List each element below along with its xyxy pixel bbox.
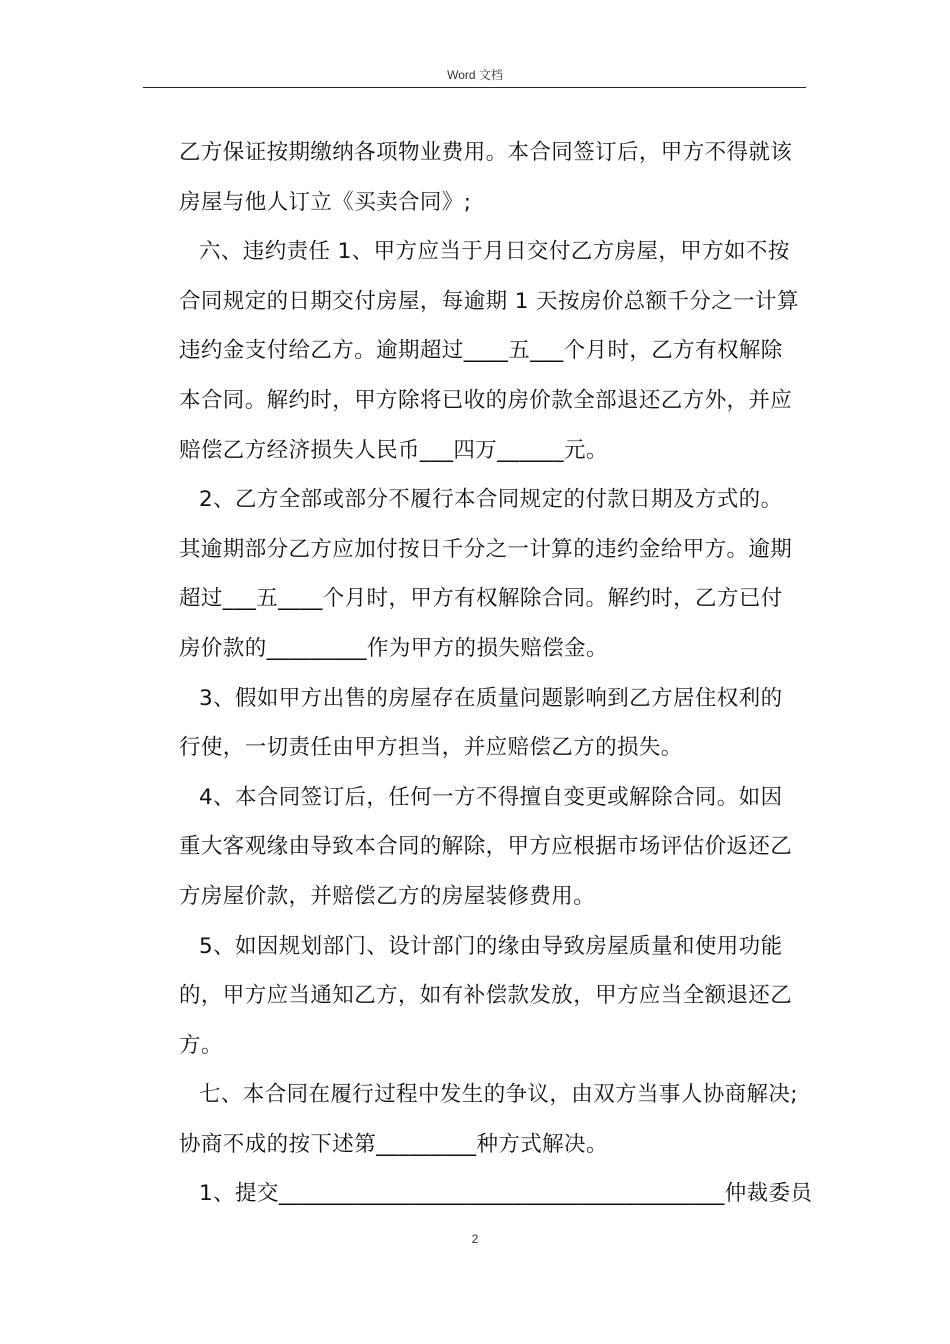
paragraph-line: 合同规定的日期交付房屋，每逾期 1 天按房价总额千分之一计算 <box>179 288 799 314</box>
paragraph-line: 3、假如甲方出售的房屋存在质量问题影响到乙方居住权利的 <box>199 685 783 711</box>
paragraph-line: 违约金支付给乙方。逾期超过____五___个月时，乙方有权解除 <box>179 338 783 364</box>
paragraph-line: 行使，一切责任由甲方担当，并应赔偿乙方的损失。 <box>179 735 683 761</box>
paragraph-line: 六、违约责任 1、甲方应当于月日交付乙方房屋，甲方如不按 <box>199 239 790 265</box>
header-divider <box>143 87 806 88</box>
paragraph-line: 的，甲方应当通知乙方，如有补偿款发放，甲方应当全额退还乙 <box>179 983 793 1009</box>
paragraph-line: 4、本合同签订后，任何一方不得擅自变更或解除合同。如因 <box>199 784 783 810</box>
header-title: Word 文档 <box>447 68 503 82</box>
paragraph-line: 协商不成的按下述第_________种方式解决。 <box>179 1131 608 1157</box>
paragraph-line: 1、提交________________________________________仲裁委员 <box>199 1181 813 1207</box>
paragraph-line: 2、乙方全部或部分不履行本合同规定的付款日期及方式的。 <box>199 487 783 513</box>
paragraph-line: 赔偿乙方经济损失人民币___四万______元。 <box>179 437 608 463</box>
paragraph-line: 超过___五____个月时，甲方有权解除合同。解约时，乙方已付 <box>179 586 783 612</box>
paragraph-line: 重大客观缘由导致本合同的解除，甲方应根据市场评估价返还乙 <box>179 834 793 860</box>
page-number: 2 <box>471 1232 479 1246</box>
paragraph-line: 七、本合同在履行过程中发生的争议，由双方当事人协商解决; <box>199 1082 798 1108</box>
document-body <box>179 128 819 1219</box>
paragraph-line: 5、如因规划部门、设计部门的缘由导致房屋质量和使用功能 <box>199 933 783 959</box>
paragraph-line: 房屋与他人订立《买卖合同》; <box>179 189 472 215</box>
paragraph-line: 本合同。解约时，甲方除将已收的房价款全部退还乙方外，并应 <box>179 387 793 413</box>
paragraph-line: 乙方保证按期缴纳各项物业费用。本合同签订后，甲方不得就该 <box>179 140 793 165</box>
paragraph-line: 方。 <box>179 1032 223 1058</box>
paragraph-line: 房价款的_________作为甲方的损失赔偿金。 <box>179 635 608 661</box>
paragraph-line: 其逾期部分乙方应加付按日千分之一计算的违约金给甲方。逾期 <box>179 536 793 562</box>
paragraph-line: 方房屋价款，并赔偿乙方的房屋装修费用。 <box>179 883 596 909</box>
